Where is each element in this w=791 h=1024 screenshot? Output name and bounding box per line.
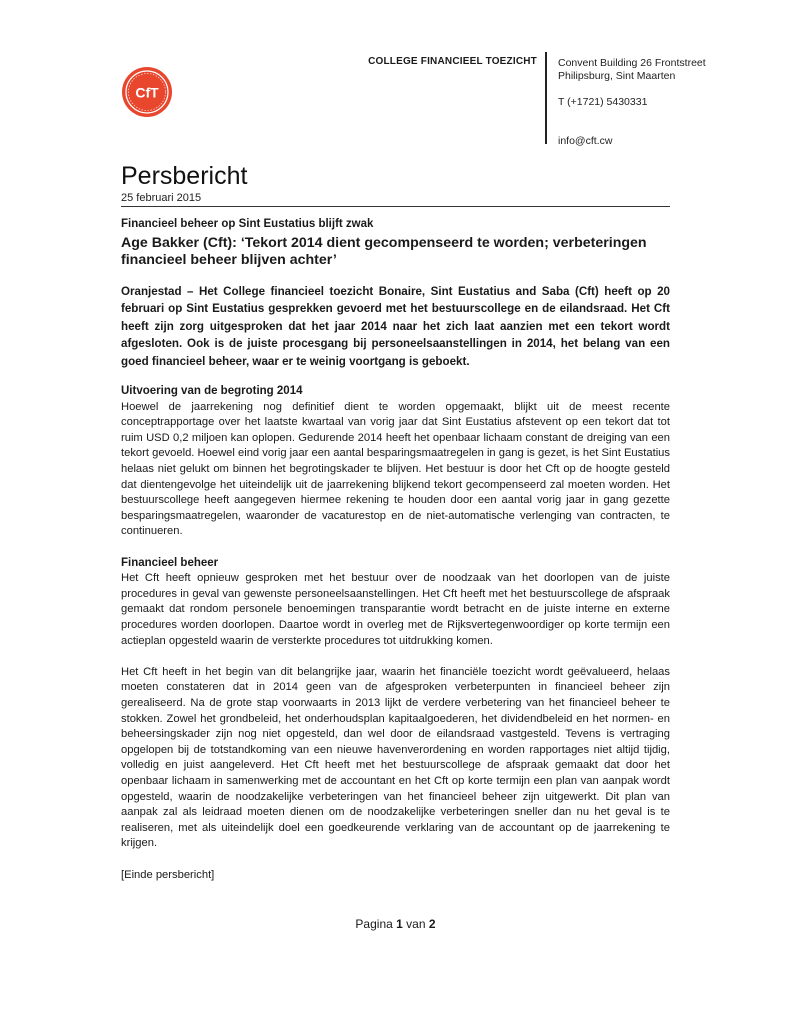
section-heading-financieel-beheer: Financieel beheer: [121, 556, 219, 569]
page-total: 2: [428, 917, 436, 931]
logo-text: CfT: [135, 84, 159, 101]
section-body-financieel-beheer-2: Het Cft heeft in het begin van dit belangrijke jaar, waarin het financiële toezicht wordt geëvalueerd, helaas moeten constateren dat in 2014 geen van de afgesproken verbeterpunten in financieel beheer zijn gerealiseerd. Na de grote stap voorwaarts in 2013 lijkt de verdere verbetering van het financieel beheer te stokken. Zowel het grondbeleid, het onderhoudsplan kapitaalgoederen, het dividendbeleid en het normen- en beheersingskader zijn nog niet opgesteld, dan wel door de eilandsraad vastgesteld. Tevens is vertraging opgelopen bij de totstandkoming van een nieuwe havenverordening en worden rapportages niet altijd tijdig, volledig en juist aangeleverd. Het Cft heeft met het bestuurscollege de afspraak gemaakt dat door het openbaar lichaam in samenwerking met de accountant en het Cft op korte termijn een plan van aanpak wordt opgesteld, waarin de noodzakelijke verbeteringen van het financieel beheer zijn uitgewerkt. Dit plan van aanpak zal als leidraad moeten dienen om de noodzakelijke verbeteringen sneller dan nu het geval is te realiseren, met als uiteindelijk doel een goedkeurende verklaring van de accountant op de jaarrekening te krijgen.: [121, 665, 670, 850]
header-divider: [545, 52, 547, 144]
date: 25 februari 2015: [121, 192, 202, 204]
end-note: [Einde persbericht]: [121, 868, 215, 881]
cft-logo: [121, 66, 173, 118]
page-number: [0, 917, 791, 931]
address-line-1: Convent Building 26 Frontstreet: [558, 57, 706, 69]
page-current: 1: [396, 917, 403, 931]
section-heading-begroting: Uitvoering van de begroting 2014: [121, 385, 303, 398]
section-body-begroting: Hoewel de jaarrekening nog definitief dient te worden opgemaakt, blijkt uit de meest recente conceptrapportage over het laatste kwartaal van vorig jaar dat Sint Eustatius afstevent op een tekort dat tot ruim USD 0,2 miljoen kan oplopen. Gedurende 2014 heeft het openbaar lichaam constant de dreiging van een tekort gevoeld. Hoewel eind vorig jaar een aantal besparingsmaatregelen in gang is gezet, is het Sint Eustatius helaas niet gelukt om binnen het begrotingskader te blijven. Het bestuur is door het Cft op de hoogte gesteld dat dientengevolge het uiteindelijk uit de jaarrekening blijkend tekort gecompenseerd zal moeten worden. Het bestuurscollege heeft aangegeven hiermee rekening te houden door een aantal vorig jaar in gang gezette besparingsmaatregelen, waaronder de vacaturestop en de niet-automatische verlenging van contracten, te continueren.: [121, 400, 670, 538]
org-name: COLLEGE FINANCIEEL TOEZICHT: [368, 56, 537, 67]
phone: T (+1721) 5430331: [558, 96, 648, 108]
contact-block: [558, 57, 706, 148]
page-title: Persbericht: [121, 162, 248, 190]
title-rule: [121, 206, 670, 207]
email-link[interactable]: info@cft.cw: [558, 135, 613, 147]
lead-paragraph: Oranjestad – Het College financieel toezicht Bonaire, Sint Eustatius and Saba (Cft) heeft op 20 februari op Sint Eustatius gesprekken gevoerd met het bestuurscollege en de eilandsraad. Het Cft heeft zijn zorg uitgesproken dat het jaar 2014 naar het zich laat aanzien met een tekort wordt afgesloten. Ook is de juiste procesgang bij personeelsaanstellingen in 2014, het belang van een goed financieel beheer, waar er te weinig voortgang is geboekt.: [121, 284, 670, 368]
address-line-2: Philipsburg, Sint Maarten: [558, 70, 676, 82]
headline: Age Bakker (Cft): ‘Tekort 2014 dient gecompenseerd te worden; verbeteringen financieel beheer blijven achter’: [121, 234, 647, 268]
page-of: van: [406, 917, 426, 931]
page-word: Pagina: [355, 917, 393, 931]
subtitle: Financieel beheer op Sint Eustatius blijft zwak: [121, 218, 374, 230]
article-body: [121, 217, 670, 883]
section-body-financieel-beheer-1: Het Cft heeft opnieuw gesproken met het bestuur over de noodzaak van het doorlopen van de juiste procedures in geval van gewenste personeelsaanstellingen. Het Cft heeft met het bestuurscollege de afspraak gemaakt dat rondom personele benoemingen transparantie wordt betracht en de juiste interne en externe procedures worden doorlopen. Daartoe wordt in overleg met de Rijksvertegenwoordiger op korte termijn een actieplan opgesteld waarin de versterkte procedures tot uitdrukking komen.: [121, 572, 670, 647]
